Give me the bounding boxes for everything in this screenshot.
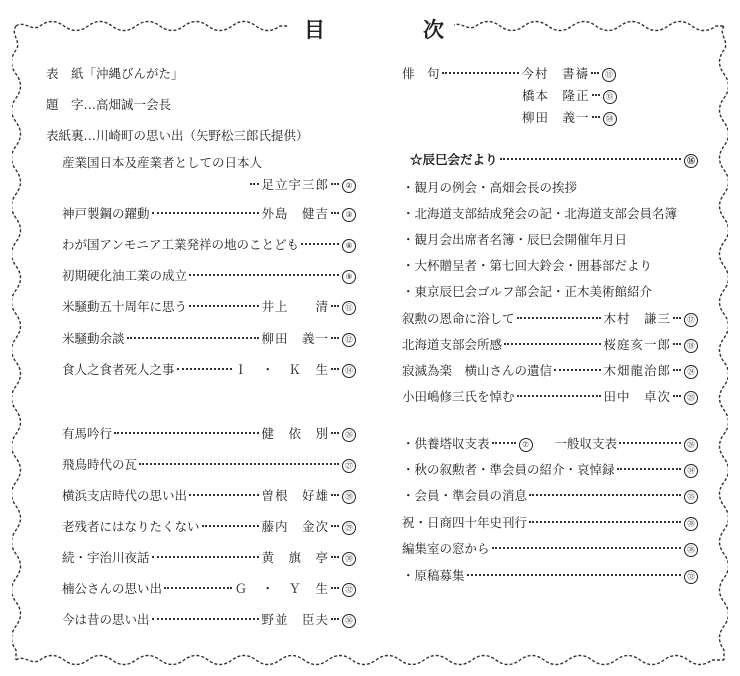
section-heading: ☆辰巳会だより <box>410 152 498 167</box>
dot-leader <box>529 494 681 496</box>
misc-entry <box>402 541 698 558</box>
dot-leader <box>673 369 681 371</box>
dot-leader <box>673 317 681 319</box>
dot-leader <box>331 368 339 370</box>
dot-leader <box>331 525 339 527</box>
dot-leader <box>554 369 601 371</box>
entry-author: 井上 清 <box>261 299 329 314</box>
page-number: ㉞ <box>684 464 698 478</box>
entry-author: 木村 謙三 <box>603 311 671 326</box>
entry-title: 産業国日本及産業者としての日本人 <box>62 155 263 170</box>
dot-leader <box>517 395 602 397</box>
dot-leader <box>152 618 260 620</box>
dot-leader <box>500 158 681 160</box>
page-number: ⑪ <box>602 68 616 82</box>
page-number: ㊱ <box>342 614 356 628</box>
entry-title: 祝・日商四十年史刊行 <box>402 515 528 530</box>
entry-title: 寂滅為楽 横山さんの遺信 <box>402 363 553 378</box>
dot-leader <box>331 587 339 589</box>
entry-title: 叙勲の恩命に浴して <box>402 311 515 326</box>
page-number: ⑨ <box>342 270 356 284</box>
toc-entry <box>248 177 356 194</box>
tatsumi-item <box>402 258 702 274</box>
page-title-left: 目 <box>296 14 335 44</box>
dot-leader <box>331 494 339 496</box>
toc-entry <box>62 362 356 379</box>
item-text: ・観月会出席者名簿・辰巳会開催年月日 <box>402 232 628 247</box>
toc-entry <box>62 237 356 254</box>
page-number: ㉜ <box>684 570 698 584</box>
entry-title: 小田嶋修三氏を悼む <box>402 389 515 404</box>
dot-leader <box>442 72 520 74</box>
toc-entry <box>62 457 356 474</box>
toc-entry <box>402 363 698 380</box>
dot-leader <box>152 556 260 558</box>
cover-back-line <box>46 128 366 144</box>
entry-title: 米騒動五十周年に思う <box>62 299 188 314</box>
entry-title: ・原稿募集 <box>402 568 465 583</box>
dot-leader <box>331 432 339 434</box>
toc-entry <box>62 519 356 536</box>
entry-author: 桜庭亥一郎 <box>603 337 671 352</box>
dot-leader <box>517 317 602 319</box>
dot-leader <box>177 368 233 370</box>
entry-title: 米騒動余談 <box>62 331 125 346</box>
entry-title: 北海道支部会所感 <box>402 337 503 352</box>
dot-leader <box>331 337 339 339</box>
entry-title: 横浜支店時代の思い出 <box>62 488 188 503</box>
entry-author: 足立宇三郎 <box>261 177 329 192</box>
page-number: ㊳ <box>684 543 698 557</box>
dot-leader <box>673 395 681 397</box>
page-number: ⑫ <box>342 333 356 347</box>
dot-leader <box>619 442 681 444</box>
entry-title: わが国アンモニア工業発祥の地のことども <box>62 237 300 252</box>
entry-title: ・会員・準会員の消息 <box>402 488 528 503</box>
page-number: ㊿ <box>603 112 617 126</box>
toc-entry <box>62 299 356 316</box>
page-number: ㉕ <box>684 391 698 405</box>
entry-author: 健 依 別 <box>261 426 329 441</box>
entry-author: 曽根 好雄 <box>261 488 329 503</box>
misc-entry <box>402 436 698 453</box>
tatsumi-item <box>402 206 702 222</box>
dot-leader <box>331 212 339 214</box>
dot-leader <box>529 521 681 523</box>
page-number: ㉙ <box>342 521 356 535</box>
page-number: ⑪ <box>342 301 356 315</box>
page-number: ⑰ <box>684 313 698 327</box>
haiku-entry <box>522 88 616 105</box>
entry-title: 有馬吟行 <box>62 426 113 441</box>
tatsumi-heading <box>410 152 698 169</box>
entry-title: 神戸製鋼の躍動 <box>62 206 150 221</box>
title-bar <box>0 14 740 44</box>
dot-leader <box>127 337 260 339</box>
dot-leader <box>592 116 600 118</box>
toc-entry <box>62 612 356 629</box>
dot-leader <box>673 343 681 345</box>
misc-entry <box>402 515 698 532</box>
toc-entry <box>62 268 356 285</box>
toc-entry <box>62 581 356 598</box>
page-number: ② <box>342 179 356 193</box>
dot-leader <box>492 547 681 549</box>
dot-leader <box>331 618 339 620</box>
toc-entry <box>62 426 356 443</box>
entry-author: Ｉ ・ Ｋ 生 <box>234 362 329 377</box>
page-number: ㉚ <box>342 552 356 566</box>
cover-line <box>46 66 346 82</box>
entry-title: 老残者にはなりたくない <box>62 519 200 534</box>
entry-author: 今村 書禱 <box>521 66 589 81</box>
entry-title: 飛鳥時代の瓦 <box>62 457 138 472</box>
dot-leader <box>189 274 339 276</box>
dot-leader <box>617 468 681 470</box>
page-number: ㉘ <box>342 490 356 504</box>
dot-leader <box>152 212 260 214</box>
dot-leader <box>189 305 259 307</box>
entry-author: 木畑龍治郎 <box>603 363 671 378</box>
page-number: ⑧ <box>342 239 356 253</box>
page-number: ③ <box>342 208 356 222</box>
entry-title: 編集室の窓から <box>402 541 490 556</box>
dot-leader <box>592 94 600 96</box>
entry-author: 野並 臣夫 <box>261 612 329 627</box>
entry-title: 俳 句 <box>402 66 440 81</box>
dot-leader <box>139 463 339 465</box>
tatsumi-item <box>402 232 702 248</box>
toc-entry <box>402 311 698 328</box>
entry-title: 食人之食者死人之事 <box>62 362 175 377</box>
dot-leader <box>250 183 259 185</box>
dot-leader <box>114 432 259 434</box>
entry-author: 柳田 義一 <box>522 110 590 125</box>
haiku-entry <box>402 66 616 83</box>
haiku-entry <box>522 110 616 127</box>
item-text: ・観月の例会・高畑会長の挨拶 <box>402 180 578 195</box>
entry-title: ・秋の叙勲者・準会員の紹介・哀悼録 <box>402 462 615 477</box>
entry-author: 橋本 隆正 <box>522 88 590 103</box>
dot-leader <box>164 587 232 589</box>
item-text: ・北海道支部結成発会の記・北海道支部会員名簿 <box>402 206 678 221</box>
entry-author: 黄 旗 亭 <box>261 550 329 565</box>
misc-entry <box>402 568 698 585</box>
page-number: ⑦ <box>519 438 533 452</box>
tatsumi-item <box>402 180 702 196</box>
item-text: ・大杯贈呈者・第七回大鈴会・囲碁部だより <box>402 258 653 273</box>
toc-entry <box>402 337 698 354</box>
dot-leader <box>492 442 516 444</box>
dot-leader <box>189 494 259 496</box>
entry-title: 続・宇治川夜話 <box>62 550 150 565</box>
entry-author: 柳田 義一 <box>261 331 329 346</box>
entry-author: 田中 卓次 <box>603 389 671 404</box>
dot-leader <box>331 183 339 185</box>
page-number: ⑯ <box>684 154 698 168</box>
page-number: ⑱ <box>684 339 698 353</box>
calligraphy-line <box>46 97 346 113</box>
dot-leader <box>467 574 681 576</box>
dot-leader <box>331 305 339 307</box>
toc-entry <box>62 155 356 171</box>
toc-entry <box>62 550 356 567</box>
dot-leader <box>591 72 599 74</box>
toc-entry <box>62 206 356 223</box>
toc-entry <box>62 331 356 348</box>
misc-entry <box>402 462 698 479</box>
dot-leader <box>202 525 260 527</box>
dot-leader <box>331 556 339 558</box>
page-number: ㉔ <box>684 365 698 379</box>
cover-text: 表 紙「沖縄びんがた」 <box>46 66 184 81</box>
cover-back-text: 表紙裏…川崎町の思い出（矢野松三郎氏提供） <box>46 128 309 143</box>
misc-entry <box>402 488 698 505</box>
entry-title: 一般収支表 <box>554 436 618 451</box>
toc-entry <box>62 488 356 505</box>
page-number: ㊳ <box>684 517 698 531</box>
calligraphy-text: 題 字…高畑誠一会長 <box>46 97 172 112</box>
page-number: ㉖ <box>684 438 698 452</box>
entry-title: 初期硬化油工業の成立 <box>62 268 188 283</box>
page-number: ㉗ <box>342 459 356 473</box>
entry-title: ・供養塔収支表 <box>402 436 490 451</box>
page-number: ⑭ <box>342 364 356 378</box>
entry-author: 藤内 金次 <box>261 519 329 534</box>
item-text: ・東京辰巳会ゴルフ部会記・正木美術館紹介 <box>402 284 653 299</box>
entry-title: 今は昔の思い出 <box>62 612 150 627</box>
page-number: ⑮ <box>603 90 617 104</box>
page-number: ㉖ <box>342 428 356 442</box>
page-number: ㉟ <box>684 490 698 504</box>
tatsumi-item <box>402 284 702 300</box>
entry-title: 楠公さんの思い出 <box>62 581 163 596</box>
dot-leader <box>504 343 601 345</box>
toc-entry <box>402 389 698 406</box>
dot-leader <box>301 243 339 245</box>
page-number: ㉜ <box>342 583 356 597</box>
page-title-right: 次 <box>415 14 454 44</box>
entry-author: Ｇ ・ Ｙ 生 <box>234 581 329 596</box>
entry-author: 外島 健吉 <box>261 206 329 221</box>
